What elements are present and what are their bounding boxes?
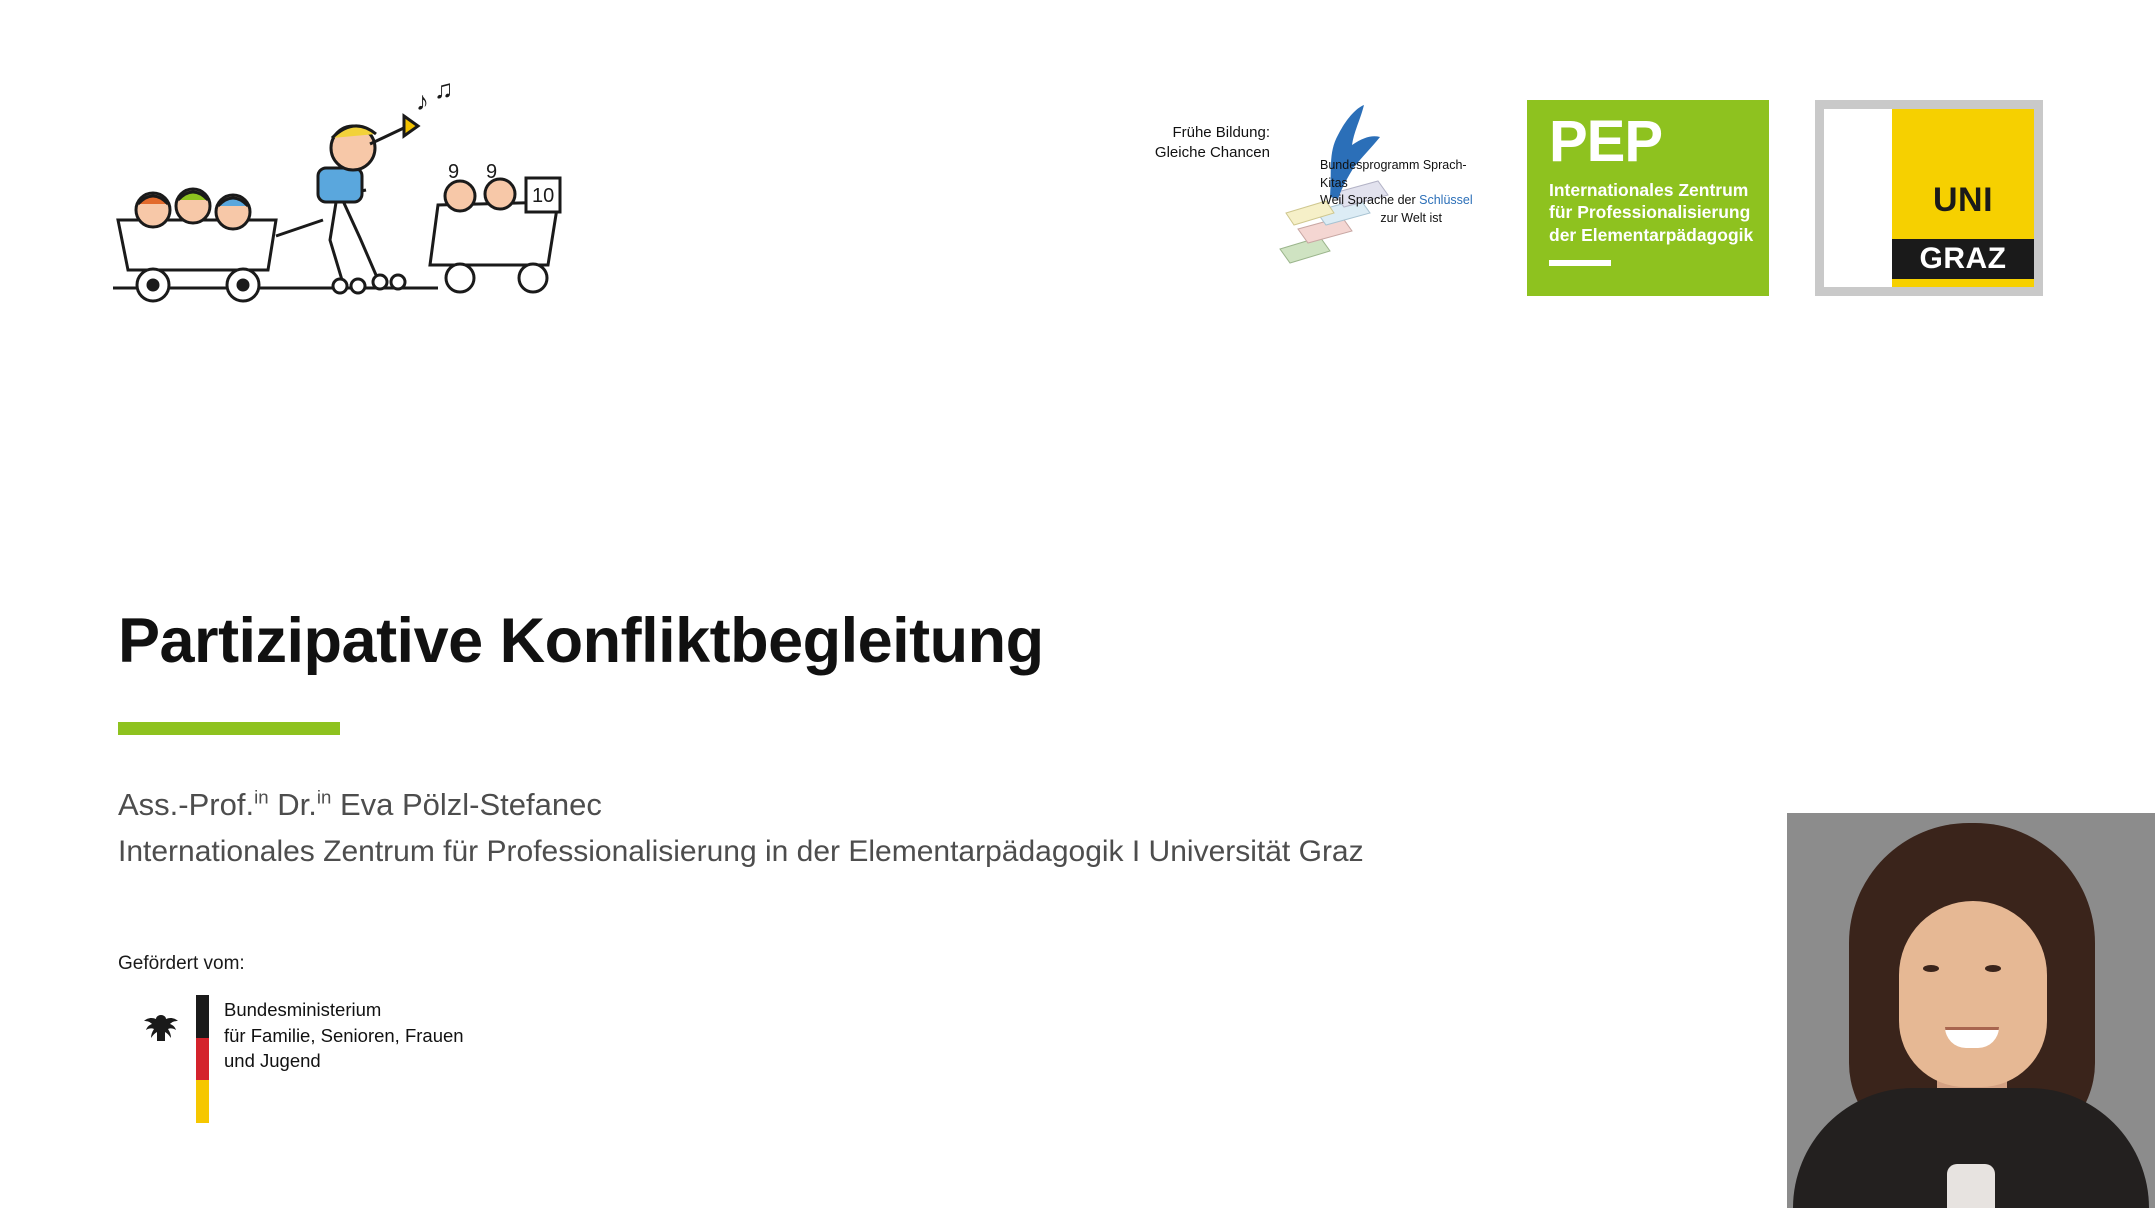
pep-title: PEP xyxy=(1549,109,1663,174)
author-prefix: Ass.-Prof. xyxy=(118,787,255,822)
author-affiliation: Internationales Zentrum für Professionalisierung in der Elementarpädagogik I Universität Graz xyxy=(118,835,1364,868)
ministry-name xyxy=(224,997,464,1074)
svg-text:♪: ♪ xyxy=(416,86,429,116)
title-accent-rule xyxy=(118,722,340,735)
sprach-kitas-claim-right xyxy=(1320,157,1480,227)
pep-rule xyxy=(1549,260,1611,266)
bmfsfj-logo xyxy=(140,995,470,1135)
sprach-kitas-line2: Gleiche Chancen xyxy=(1154,144,1270,162)
uni-graz-yellow-block xyxy=(1892,109,2034,287)
sprach-kitas-claim-b: Schlüssel xyxy=(1419,193,1473,207)
ministry-line3: und Jugend xyxy=(224,1050,321,1072)
author-name: Eva Pölzl-Stefanec xyxy=(339,787,602,822)
author-line xyxy=(118,785,602,826)
pep-sub-line2: für Professionalisierung xyxy=(1549,202,1751,223)
logo-band xyxy=(0,0,2155,320)
svg-text:9: 9 xyxy=(486,161,498,183)
ministry-line2: für Familie, Senioren, Frauen xyxy=(224,1024,464,1046)
german-flag-bar xyxy=(196,995,209,1123)
author-prefix-sup: in xyxy=(254,786,269,808)
pep-subtitle xyxy=(1549,179,1769,246)
sprach-kitas-line1: Frühe Bildung: xyxy=(1172,124,1270,141)
svg-text:9: 9 xyxy=(448,161,460,183)
sprach-kitas-claim-left xyxy=(1150,123,1270,164)
sprach-kitas-claim-a: Weil Sprache der xyxy=(1320,193,1420,207)
ministry-line1: Bundesministerium xyxy=(224,999,382,1020)
sprach-kitas-logo xyxy=(1140,95,1490,275)
svg-text:♫: ♫ xyxy=(434,74,454,104)
pep-sub-line1: Internationales Zentrum xyxy=(1549,180,1749,201)
svg-text:10: 10 xyxy=(532,185,555,207)
pep-logo xyxy=(1527,100,1769,296)
uni-graz-logo xyxy=(1815,100,2043,296)
page-title: Partizipative Konfliktbegleitung xyxy=(118,606,1044,676)
author-degree-sup: in xyxy=(316,786,332,808)
funding-label: Gefördert vom: xyxy=(118,953,245,974)
uni-graz-graz-text: GRAZ xyxy=(1892,239,2034,279)
sprach-kitas-claim-c: zur Welt ist xyxy=(1380,210,1442,225)
federal-eagle-icon xyxy=(140,1009,182,1051)
uni-graz-uni-text: UNI xyxy=(1932,181,1994,219)
author-degree: Dr. xyxy=(277,787,317,822)
pep-sub-line3: der Elementarpädagogik xyxy=(1549,224,1754,245)
sprach-kitas-claim-line xyxy=(1320,192,1480,210)
children-wagon-cartoon xyxy=(108,70,588,310)
speaker-portrait-photo xyxy=(1787,813,2155,1208)
sprach-kitas-program: Bundesprogramm Sprach-Kitas xyxy=(1320,158,1467,190)
